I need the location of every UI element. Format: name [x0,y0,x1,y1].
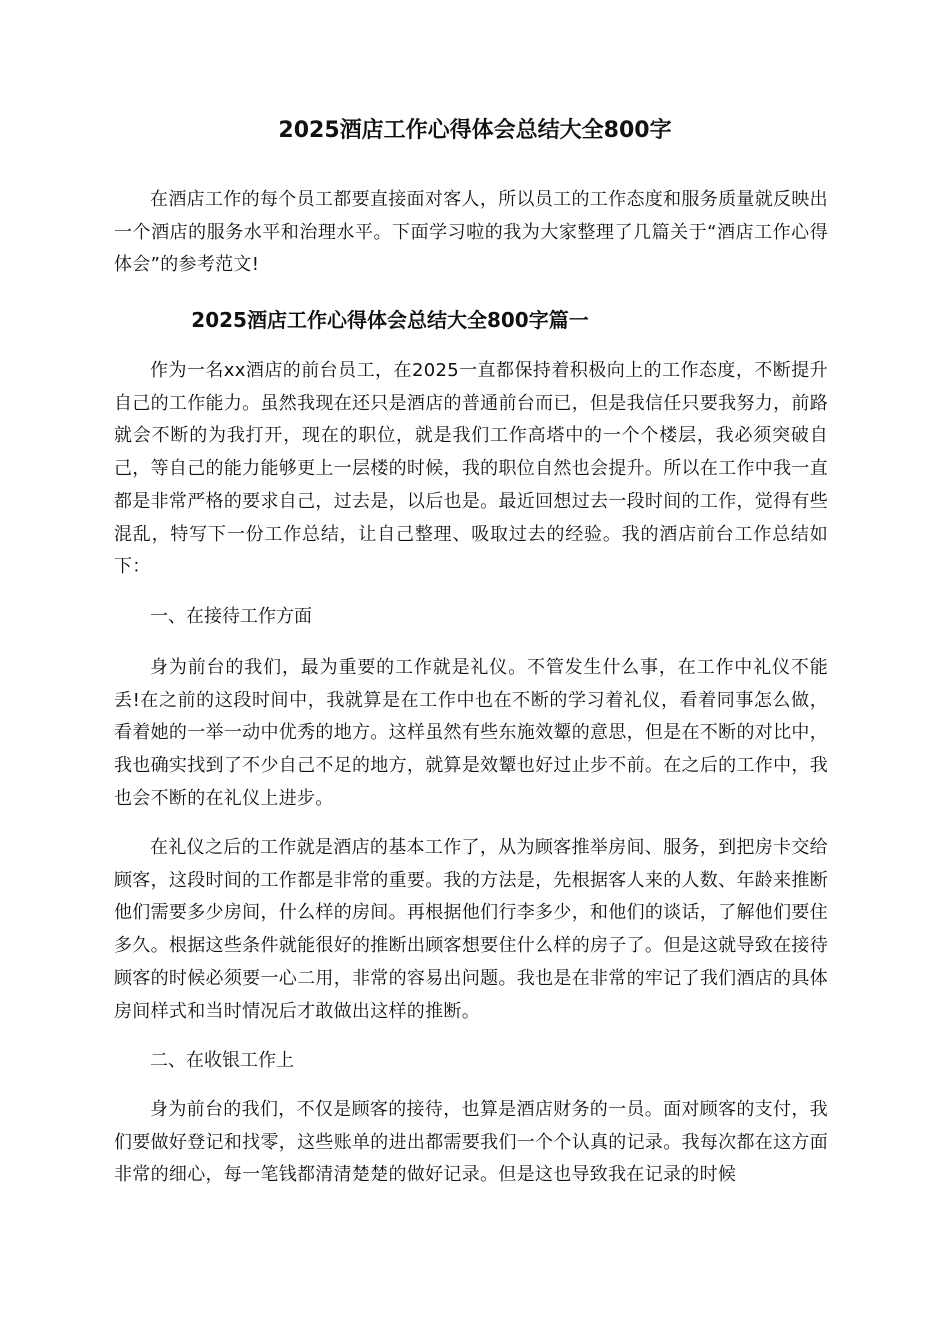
intro-paragraph: 在酒店工作的每个员工都要直接面对客人，所以员工的工作态度和服务质量就反映出一个酒店的服务水平和治理水平。下面学习啦的我为大家整理了几篇关于“酒店工作心得体会”的参考范文! [114,189,828,276]
body-paragraph-3: 在礼仪之后的工作就是酒店的基本工作了，从为顾客推举房间、服务，到把房卡交给顾客，这段时间的工作都是非常的重要。我的方法是，先根据客人来的人数、年龄来推断他们需要多少房间，什么样的房间。再根据他们行李多少，和他们的谈话，了解他们要住多久。根据这些条件就能很好的推断出顾客想要住什么样的房子了。但是这就导致在接待顾客的时候必须要一心二用，非常的容易出问题。我也是在非常的牢记了我们酒店的具体房间样式和当时情况后才敢做出这样的推断。 [114,837,828,1022]
subheading-cashier: 二、在收银工作上 [150,1050,294,1071]
document-title: 2025酒店工作心得体会总结大全800字 [278,118,672,143]
body-paragraph-1: 作为一名xx酒店的前台员工，在2025一直都保持着积极向上的工作态度，不断提升自己的工作能力。虽然我现在还只是酒店的普通前台而已，但是我信任只要我努力，前路就会不断的为我打开，现在的职位，就是我们工作高塔中的一个个楼层，我必须突破自己，等自己的能力能够更上一层楼的时候，我的职位自然也会提升。所以在工作中我一直都是非常严格的要求自己，过去是，以后也是。最近回想过去一段时间的工作，觉得有些混乱，特写下一份工作总结，让自己整理、吸取过去的经验。我的酒店前台工作总结如下： [114,360,828,578]
body-paragraph-4: 身为前台的我们，不仅是顾客的接待，也算是酒店财务的一员。面对顾客的支付，我们要做好登记和找零，这些账单的进出都需要我们一个个认真的记录。我每次都在这方面非常的细心，每一笔钱都清清楚楚的做好记录。但是这也导致我在记录的时候 [114,1099,828,1186]
subheading-reception: 一、在接待工作方面 [150,606,312,627]
body-paragraph-2: 身为前台的我们，最为重要的工作就是礼仪。不管发生什么事，在工作中礼仪不能丢!在之前的这段时间中，我就算是在工作中也在不断的学习着礼仪，看着同事怎么做，看着她的一举一动中优秀的地方。这样虽然有些东施效颦的意思，但是在不断的对比中，我也确实找到了不少自己不足的地方，就算是效颦也好过止步不前。在之后的工作中，我也会不断的在礼仪上进步。 [114,657,828,809]
section-title: 2025酒店工作心得体会总结大全800字篇一 [191,308,589,332]
